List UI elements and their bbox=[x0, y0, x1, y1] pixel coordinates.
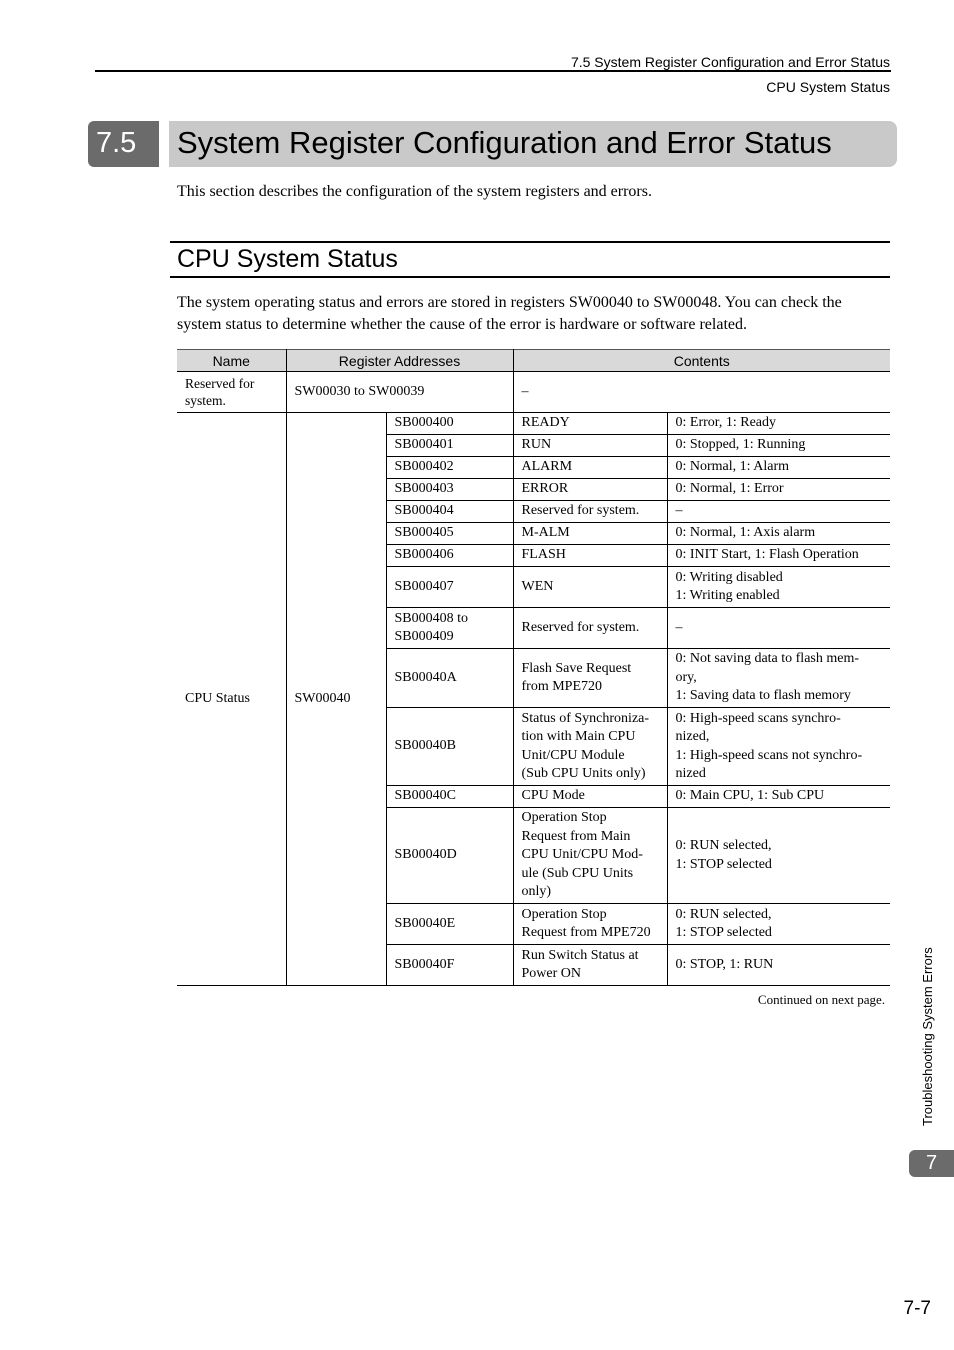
bit-value: 0: Normal, 1: Axis alarm bbox=[667, 523, 890, 545]
bit-address: SB00040C bbox=[386, 786, 513, 808]
running-head bbox=[571, 50, 890, 100]
subsection-body: The system operating status and errors are stored in registers SW00040 to SW00048. You can check the system status to determine whether the cause of the error is hardware or software related. bbox=[177, 294, 842, 333]
bit-address: SB000402 bbox=[386, 457, 513, 479]
bit-label: Operation Stop Request from MPE720 bbox=[513, 904, 667, 945]
bit-address: SB000401 bbox=[386, 435, 513, 457]
reserved-contents: – bbox=[513, 372, 890, 413]
reserved-address: SW00030 to SW00039 bbox=[286, 372, 513, 413]
header-rule bbox=[95, 70, 891, 72]
bit-value: 0: Normal, 1: Alarm bbox=[667, 457, 890, 479]
side-tab-label: Troubleshooting System Errors bbox=[920, 947, 935, 1126]
reserved-name: Reserved for system. bbox=[177, 372, 286, 413]
bit-address: SB00040F bbox=[386, 945, 513, 986]
bit-label: READY bbox=[513, 413, 667, 435]
bit-label: Flash Save Request from MPE720 bbox=[513, 649, 667, 708]
bit-value: 0: RUN selected, 1: STOP selected bbox=[667, 808, 890, 904]
bit-label: Reserved for system. bbox=[513, 608, 667, 649]
page-number: 7-7 bbox=[903, 1298, 931, 1319]
table-header-row bbox=[177, 350, 890, 372]
section-title: System Register Configuration and Error Status bbox=[169, 121, 897, 167]
header-register-addresses: Register Addresses bbox=[286, 350, 513, 372]
bit-label: ALARM bbox=[513, 457, 667, 479]
bit-value: 0: Stopped, 1: Running bbox=[667, 435, 890, 457]
bit-value: 0: Normal, 1: Error bbox=[667, 479, 890, 501]
running-head-subsection: CPU System Status bbox=[766, 79, 890, 95]
cpu-status-register: SW00040 bbox=[286, 413, 386, 986]
bit-value: 0: Main CPU, 1: Sub CPU bbox=[667, 786, 890, 808]
bit-value: 0: High-speed scans synchro- nized, 1: High-speed scans not synchro- nized bbox=[667, 708, 890, 786]
continued-note: Continued on next page. bbox=[757, 992, 885, 1007]
bit-address: SB00040B bbox=[386, 708, 513, 786]
chapter-tab: 7 bbox=[909, 1150, 954, 1177]
bit-label: FLASH bbox=[513, 545, 667, 567]
bit-value: – bbox=[667, 608, 890, 649]
bit-value: 0: INIT Start, 1: Flash Operation bbox=[667, 545, 890, 567]
cpu-system-status-table bbox=[177, 349, 890, 986]
subsection-title: CPU System Status bbox=[177, 245, 398, 273]
running-head-section: 7.5 System Register Configuration and Error Status bbox=[570, 54, 890, 70]
bit-label: ERROR bbox=[513, 479, 667, 501]
section-number: 7.5 bbox=[88, 121, 159, 167]
bit-label: M-ALM bbox=[513, 523, 667, 545]
table-body bbox=[177, 372, 890, 986]
subsection-rule-bottom bbox=[170, 276, 890, 278]
table-row-reserved bbox=[177, 372, 890, 413]
bit-address: SB000408 to SB000409 bbox=[386, 608, 513, 649]
bit-address: SB000400 bbox=[386, 413, 513, 435]
bit-value: – bbox=[667, 501, 890, 523]
bit-address: SB000405 bbox=[386, 523, 513, 545]
bit-label: Run Switch Status at Power ON bbox=[513, 945, 667, 986]
bit-label: Reserved for system. bbox=[513, 501, 667, 523]
bit-address: SB000403 bbox=[386, 479, 513, 501]
cpu-status-name: CPU Status bbox=[177, 413, 286, 986]
bit-label: Status of Synchroniza- tion with Main CPU Unit/CPU Module (Sub CPU Units only) bbox=[513, 708, 667, 786]
bit-value: 0: Writing disabled 1: Writing enabled bbox=[667, 567, 890, 608]
bit-address: SB00040A bbox=[386, 649, 513, 708]
bit-value: 0: RUN selected, 1: STOP selected bbox=[667, 904, 890, 945]
bit-value: 0: STOP, 1: RUN bbox=[667, 945, 890, 986]
bit-address: SB00040D bbox=[386, 808, 513, 904]
bit-address: SB000404 bbox=[386, 501, 513, 523]
bit-label: RUN bbox=[513, 435, 667, 457]
table-row bbox=[177, 413, 890, 435]
bit-value: 0: Not saving data to flash mem- ory, 1: Saving data to flash memory bbox=[667, 649, 890, 708]
bit-address: SB00040E bbox=[386, 904, 513, 945]
bit-value: 0: Error, 1: Ready bbox=[667, 413, 890, 435]
bit-label: CPU Mode bbox=[513, 786, 667, 808]
header-name: Name bbox=[177, 350, 286, 372]
section-intro: This section describes the configuration of the system registers and errors. bbox=[177, 183, 652, 200]
bit-address: SB000407 bbox=[386, 567, 513, 608]
bit-label: WEN bbox=[513, 567, 667, 608]
bit-address: SB000406 bbox=[386, 545, 513, 567]
header-contents: Contents bbox=[513, 350, 890, 372]
bit-label: Operation Stop Request from Main CPU Unit/CPU Mod- ule (Sub CPU Units only) bbox=[513, 808, 667, 904]
